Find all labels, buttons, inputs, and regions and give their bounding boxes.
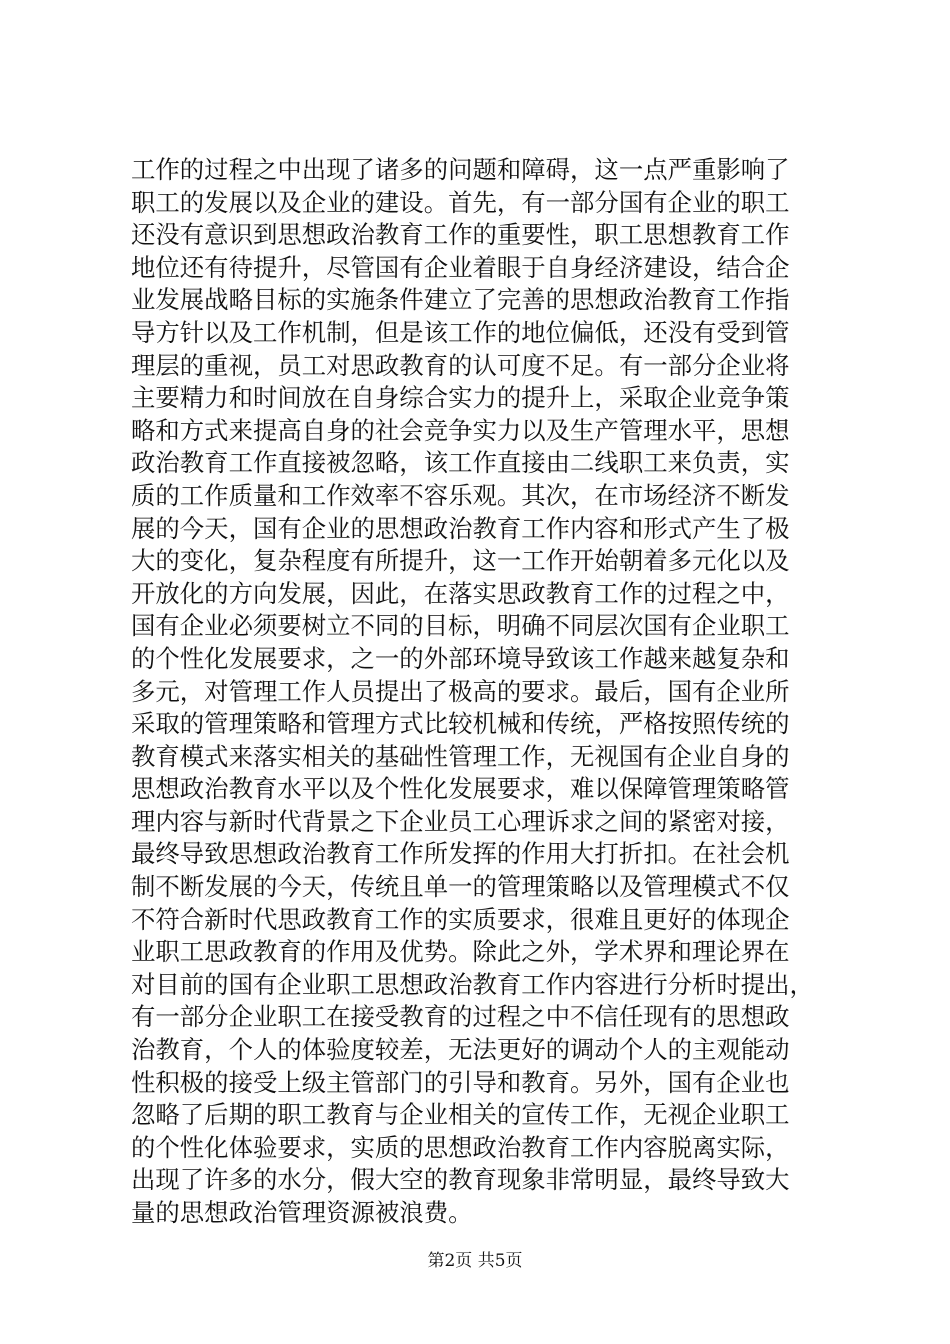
text-line: 有一部分企业职工在接受教育的过程之中不信任现有的思想政 [131, 1002, 790, 1032]
text-line: 量的思想政治管理资源被浪费。 [131, 1198, 473, 1227]
text-line: 展的今天，国有企业的思想政治教育工作内容和形式产生了极 [131, 513, 790, 543]
text-line: 导方针以及工作机制，但是该工作的地位偏低，还没有受到管 [131, 317, 790, 347]
text-line: 性积极的接受上级主管部门的引导和教育。另外，国有企业也 [131, 1067, 790, 1097]
text-line: 地位还有待提升，尽管国有企业着眼于自身经济建设，结合企 [131, 252, 790, 282]
text-line: 出现了许多的水分，假大空的教育现象非常明显，最终导致大 [131, 1165, 790, 1195]
text-line: 对目前的国有企业职工思想政治教育工作内容进行分析时提出， [131, 969, 814, 999]
text-line: 忽略了后期的职工教育与企业相关的宣传工作，无视企业职工 [131, 1100, 790, 1130]
text-line: 工作的过程之中出现了诸多的问题和障碍，这一点严重影响了 [131, 155, 790, 184]
text-line: 教育模式来落实相关的基础性管理工作，无视国有企业自身的 [131, 741, 790, 771]
text-line: 多元，对管理工作人员提出了极高的要求。最后，国有企业所 [131, 676, 790, 706]
text-line: 采取的管理策略和管理方式比较机械和传统，严格按照传统的 [131, 709, 790, 739]
text-line: 政治教育工作直接被忽略，该工作直接由二线职工来负责，实 [131, 448, 790, 478]
text-line: 最终导致思想政治教育工作所发挥的作用大打折扣。在社会机 [131, 839, 790, 869]
text-line: 国有企业必须要树立不同的目标，明确不同层次国有企业职工 [131, 611, 790, 641]
text-line: 略和方式来提高自身的社会竞争实力以及生产管理水平，思想 [131, 415, 790, 445]
text-line: 治教育，个人的体验度较差，无法更好的调动个人的主观能动 [131, 1035, 790, 1065]
text-line: 开放化的方向发展，因此，在落实思政教育工作的过程之中， [131, 578, 790, 608]
text-line: 业职工思政教育的作用及优势。除此之外，学术界和理论界在 [131, 937, 790, 967]
text-line: 主要精力和时间放在自身综合实力的提升上，采取企业竞争策 [131, 383, 790, 413]
page-footer: 第2页 共5页 [427, 1251, 523, 1271]
text-line: 理层的重视，员工对思政教育的认可度不足。有一部分企业将 [131, 350, 790, 380]
text-line: 质的工作质量和工作效率不容乐观。其次，在市场经济不断发 [131, 480, 790, 510]
text-line: 不符合新时代思政教育工作的实质要求，很难且更好的体现企 [131, 904, 790, 934]
text-line: 还没有意识到思想政治教育工作的重要性，职工思想教育工作 [131, 220, 790, 250]
text-line: 业发展战略目标的实施条件建立了完善的思想政治教育工作指 [131, 285, 790, 315]
text-line: 的个性化发展要求，之一的外部环境导致该工作越来越复杂和 [131, 643, 790, 673]
text-line: 职工的发展以及企业的建设。首先，有一部分国有企业的职工 [131, 187, 790, 217]
text-line: 的个性化体验要求，实质的思想政治教育工作内容脱离实际， [131, 1132, 790, 1162]
text-line: 大的变化，复杂程度有所提升，这一工作开始朝着多元化以及 [131, 546, 790, 576]
body-text [131, 154, 831, 1230]
text-line: 理内容与新时代背景之下企业员工心理诉求之间的紧密对接， [131, 806, 790, 836]
text-line: 思想政治教育水平以及个性化发展要求，难以保障管理策略管 [131, 774, 790, 804]
text-line: 制不断发展的今天，传统且单一的管理策略以及管理模式不仅 [131, 872, 790, 902]
